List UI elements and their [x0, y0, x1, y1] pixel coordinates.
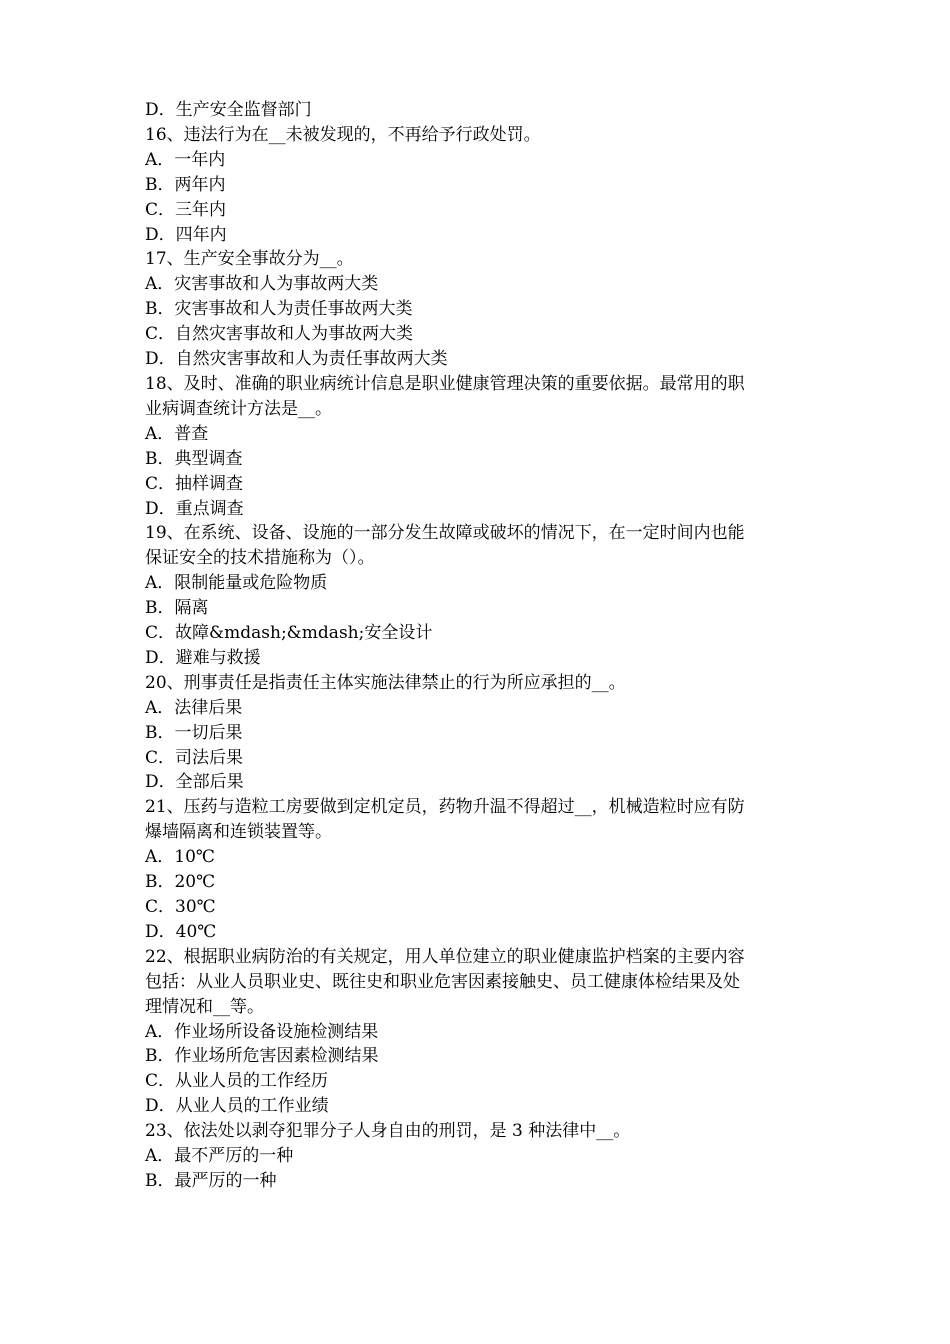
question-text-line: 业病调查统计方法是__。: [145, 398, 332, 419]
answer-option-line: A．普查: [145, 423, 209, 444]
answer-option-line: A．限制能量或危险物质: [145, 573, 328, 594]
answer-option-line: D．从业人员的工作业绩: [145, 1096, 329, 1117]
question-list: [145, 98, 825, 1194]
answer-option-line: A．一年内: [145, 149, 226, 170]
question-text-line: 16、违法行为在__未被发现的，不再给予行政处罚。: [145, 124, 541, 145]
answer-option-line: B．两年内: [145, 174, 226, 195]
question-text-line: 理情况和__等。: [145, 996, 264, 1017]
answer-option-line: B．典型调查: [145, 448, 243, 469]
answer-option-line: B．隔离: [145, 598, 209, 619]
answer-option-line: D．自然灾害事故和人为责任事故两大类: [145, 349, 448, 370]
answer-option-line: A．作业场所设备设施检测结果: [145, 1021, 379, 1042]
answer-option-line: C．三年内: [145, 199, 227, 220]
answer-option-line: B．一切后果: [145, 722, 243, 743]
answer-option-line: D．避难与救援: [145, 647, 261, 668]
answer-option-line: D．四年内: [145, 224, 227, 245]
answer-option-line: C．抽样调查: [145, 473, 244, 494]
answer-option-line: C．司法后果: [145, 747, 244, 768]
answer-option-line: D．重点调查: [145, 498, 244, 519]
question-text-line: 23、依法处以剥夺犯罪分子人身自由的刑罚，是 3 种法律中__。: [145, 1121, 631, 1142]
answer-option-line: B．作业场所危害因素检测结果: [145, 1046, 379, 1067]
answer-option-line: C．从业人员的工作经历: [145, 1071, 329, 1092]
answer-option-line: B．20℃: [145, 872, 216, 893]
question-text-line: 20、刑事责任是指责任主体实施法律禁止的行为所应承担的__。: [145, 672, 626, 693]
question-text-line: 19、在系统、设备、设施的一部分发生故障或破坏的情况下，在一定时间内也能: [145, 523, 745, 544]
answer-option-line: C．故障&mdash;&mdash;安全设计: [145, 623, 433, 644]
question-text-line: 爆墙隔离和连锁装置等。: [145, 822, 332, 843]
question-text-line: 22、根据职业病防治的有关规定，用人单位建立的职业健康监护档案的主要内容: [145, 946, 745, 967]
answer-option-line: B．最严厉的一种: [145, 1170, 277, 1191]
answer-option-line: D．生产安全监督部门: [145, 100, 312, 120]
answer-option-line: A．10℃: [145, 847, 215, 868]
answer-option-line: D．全部后果: [145, 772, 244, 793]
answer-option-line: A．灾害事故和人为事故两大类: [145, 274, 379, 295]
question-text-line: 18、及时、准确的职业病统计信息是职业健康管理决策的重要依据。最常用的职: [145, 373, 745, 394]
question-text-line: 21、压药与造粒工房要做到定机定员，药物升温不得超过__，机械造粒时应有防: [145, 797, 745, 818]
answer-option-line: B．灾害事故和人为责任事故两大类: [145, 299, 413, 320]
answer-option-line: C．30℃: [145, 897, 216, 917]
question-text-line: 包括：从业人员职业史、既往史和职业危害因素接触史、员工健康体检结果及处: [145, 971, 740, 992]
answer-option-line: A．最不严厉的一种: [145, 1146, 294, 1167]
question-text-line: 17、生产安全事故分为__。: [145, 249, 354, 270]
question-text-line: 保证安全的技术措施称为（）。: [145, 548, 375, 569]
answer-option-line: A．法律后果: [145, 697, 243, 718]
answer-option-line: C．自然灾害事故和人为事故两大类: [145, 324, 414, 345]
answer-option-line: D．40℃: [145, 921, 217, 942]
